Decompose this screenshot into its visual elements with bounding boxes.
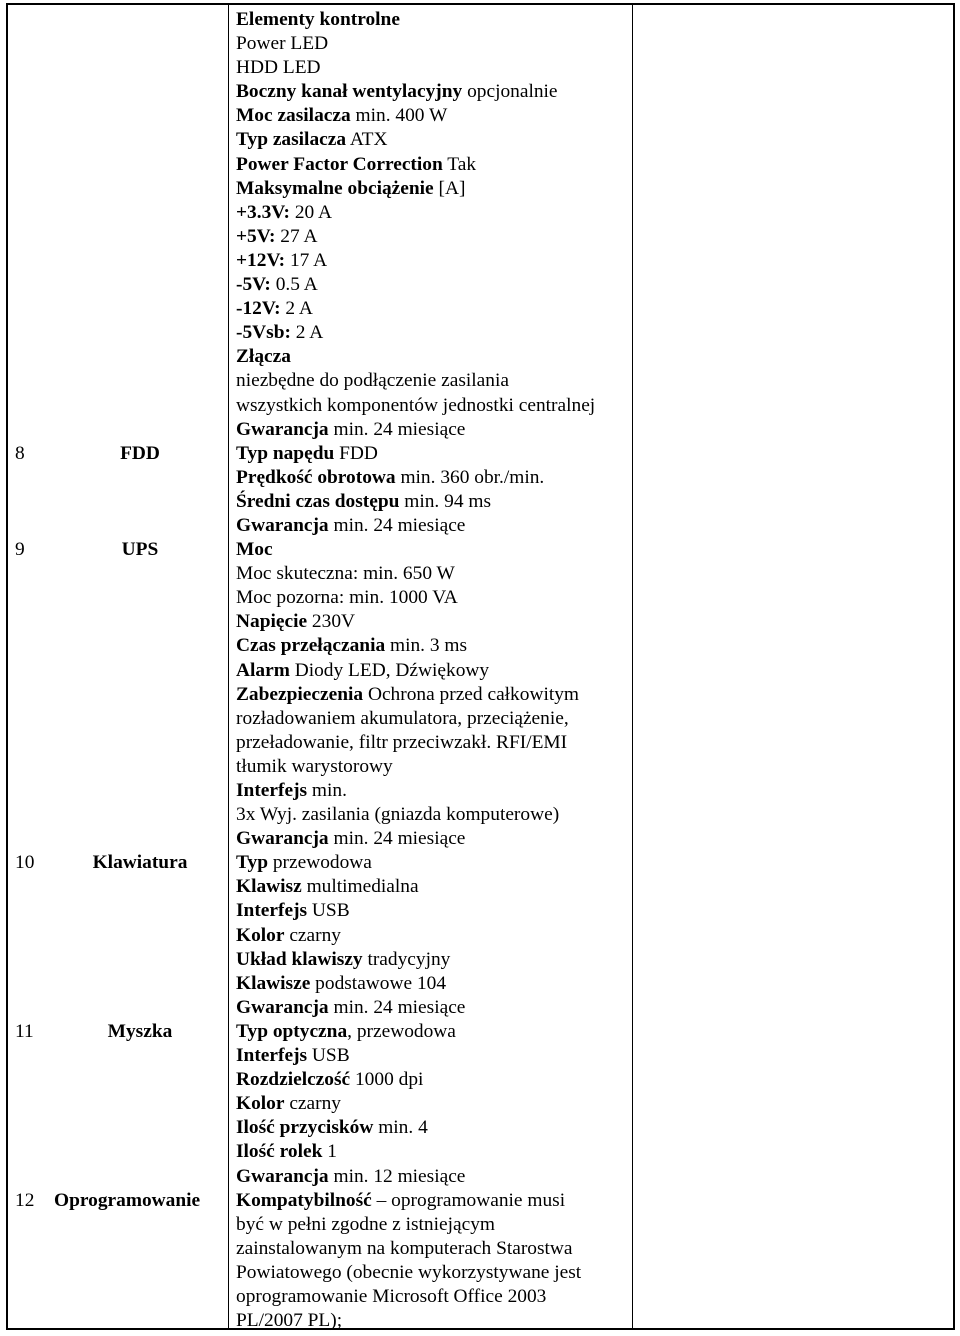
spec-line	[8, 128, 632, 152]
spec-label: Ilość rolek	[236, 1141, 323, 1163]
spec-value: czarny	[284, 1093, 341, 1115]
spec-label: Interfejs	[236, 780, 308, 801]
spec-value: min. 400 W	[350, 105, 448, 127]
row-number: 11	[15, 1020, 34, 1042]
spec-line	[8, 153, 632, 177]
spec-description	[236, 731, 567, 755]
spec-label: Złącza	[236, 346, 291, 368]
spec-label: Rozdzielczość	[236, 1069, 351, 1091]
spec-value: min. 24 miesiące	[328, 996, 466, 1018]
spec-value: 20 A	[289, 201, 332, 223]
spec-value: przewodowa	[267, 852, 372, 874]
spec-description	[236, 514, 465, 538]
spec-description	[236, 1309, 342, 1333]
spec-description	[236, 1044, 350, 1068]
spec-line	[8, 1309, 632, 1333]
spec-line	[8, 32, 632, 56]
spec-label: Moc zasilacza	[236, 105, 351, 127]
spec-line	[8, 514, 632, 538]
spec-value: 3x Wyj. zasilania (gniazda komputerowe)	[236, 804, 560, 826]
spec-line	[8, 1044, 632, 1068]
spec-description	[236, 466, 544, 490]
spec-value: wszystkich komponentów jednostki centralnej	[236, 394, 596, 416]
spec-value: oprogramowanie Microsoft Office 2003	[236, 1285, 547, 1307]
spec-line	[8, 201, 632, 225]
component-name: FDD	[120, 442, 160, 464]
spec-label: Interfejs	[236, 900, 308, 922]
spec-description	[236, 538, 273, 562]
spec-value: min. 24 miesiące	[328, 828, 466, 850]
spec-label: Układ klawiszy	[236, 948, 363, 970]
spec-description	[236, 1261, 581, 1285]
spec-line	[8, 394, 632, 418]
spec-line	[8, 899, 632, 923]
spec-line	[8, 875, 632, 899]
spec-value: , przewodowa	[347, 1020, 456, 1042]
spec-value: min. 24 miesiące	[328, 418, 466, 440]
spec-description	[236, 1165, 465, 1189]
spec-description	[236, 851, 372, 875]
spec-line	[8, 297, 632, 321]
spec-label: Power Factor Correction	[236, 153, 443, 175]
spec-label: Kolor	[236, 924, 285, 946]
spec-description	[236, 104, 447, 128]
row-number: 12	[15, 1189, 35, 1211]
spec-value: Moc skuteczna: min. 650 W	[236, 563, 455, 585]
spec-value: HDD LED	[236, 57, 321, 79]
spec-value: być w pełni zgodne z istniejącym	[236, 1213, 495, 1235]
spec-label: Kolor	[236, 1093, 285, 1115]
spec-content	[8, 8, 632, 1333]
spec-description	[236, 8, 400, 32]
spec-value: przeładowanie, filtr przeciwzakł. RFI/EMI	[236, 731, 568, 753]
spec-description	[236, 1068, 423, 1092]
spec-label: Gwarancja	[236, 996, 329, 1018]
spec-line	[8, 1213, 632, 1237]
spec-label: Prędkość obrotowa	[236, 466, 396, 488]
spec-line	[8, 249, 632, 273]
spec-line	[8, 755, 632, 779]
spec-line	[8, 56, 632, 80]
spec-line	[8, 321, 632, 345]
column-divider-empty	[632, 5, 633, 1328]
spec-description	[236, 490, 491, 514]
row-number: 10	[15, 852, 35, 874]
spec-line	[8, 996, 632, 1020]
spec-line	[8, 827, 632, 851]
spec-value: ATX	[346, 129, 388, 151]
spec-value: 17 A	[285, 249, 328, 271]
spec-description	[236, 201, 332, 225]
spec-description	[236, 177, 465, 201]
spec-label: Elementy kontrolne	[236, 9, 400, 30]
spec-description	[236, 80, 558, 104]
spec-table	[6, 3, 955, 1330]
spec-description	[236, 418, 465, 442]
spec-label: -12V:	[236, 298, 281, 320]
spec-line	[8, 948, 632, 972]
spec-description	[236, 659, 489, 683]
spec-line	[8, 8, 632, 32]
spec-line	[8, 273, 632, 297]
spec-value: min.	[307, 780, 347, 801]
spec-line	[8, 345, 632, 369]
spec-label: Boczny kanał wentylacyjny	[236, 81, 463, 103]
spec-line	[8, 1116, 632, 1140]
spec-label: Zabezpieczenia	[236, 683, 364, 705]
spec-description	[236, 683, 579, 707]
spec-description	[236, 827, 465, 851]
spec-value: niezbędne do podłączenie zasilania	[236, 370, 509, 392]
spec-description	[236, 394, 595, 418]
spec-description	[236, 875, 419, 899]
spec-value: 1000 dpi	[350, 1069, 424, 1091]
spec-label: Kompatybilność	[236, 1189, 372, 1211]
spec-value: tłumik warystorowy	[236, 755, 393, 777]
spec-line	[8, 466, 632, 490]
spec-label: Napięcie	[236, 611, 308, 633]
spec-value: min. 94 ms	[399, 490, 491, 512]
spec-line	[8, 369, 632, 393]
spec-line	[8, 1020, 632, 1044]
spec-label: Średni czas dostępu	[236, 490, 400, 512]
spec-line	[8, 490, 632, 514]
spec-value: USB	[307, 1045, 350, 1067]
spec-value: Power LED	[236, 33, 329, 55]
spec-description	[236, 562, 455, 586]
spec-label: Klawisz	[236, 876, 302, 898]
spec-value: Tak	[442, 153, 477, 175]
spec-line	[8, 1261, 632, 1285]
spec-line	[8, 924, 632, 948]
spec-line	[8, 1285, 632, 1309]
spec-label: Gwarancja	[236, 1165, 329, 1187]
spec-value: zainstalowanym na komputerach Starostwa	[236, 1237, 573, 1259]
spec-value: min. 24 miesiące	[328, 514, 466, 536]
spec-value: podstawowe 104	[310, 972, 447, 994]
component-name: Oprogramowanie	[54, 1189, 201, 1211]
spec-value: tradycyjny	[362, 948, 451, 970]
spec-value: FDD	[334, 442, 378, 464]
spec-value: USB	[307, 900, 350, 922]
spec-description	[236, 1020, 456, 1044]
spec-line	[8, 683, 632, 707]
spec-value: min. 3 ms	[385, 635, 468, 657]
spec-label: Interfejs	[236, 1045, 308, 1067]
spec-line	[8, 104, 632, 128]
spec-label: Gwarancja	[236, 418, 329, 440]
spec-line	[8, 562, 632, 586]
spec-description	[236, 899, 350, 923]
spec-description	[236, 1116, 428, 1140]
spec-line	[8, 972, 632, 996]
spec-description	[236, 1237, 573, 1261]
spec-description	[236, 442, 378, 466]
spec-label: Ilość przycisków	[236, 1117, 374, 1139]
spec-line	[8, 1165, 632, 1189]
spec-value: 0.5 A	[270, 274, 318, 296]
spec-description	[236, 948, 450, 972]
spec-line	[8, 731, 632, 755]
spec-description	[236, 1213, 495, 1237]
spec-line	[8, 659, 632, 683]
spec-line	[8, 225, 632, 249]
spec-value: 27 A	[275, 225, 318, 247]
spec-line	[8, 442, 632, 466]
spec-description	[236, 153, 476, 177]
spec-description	[236, 779, 347, 803]
spec-line	[8, 1140, 632, 1164]
spec-value: 230V	[307, 611, 356, 633]
spec-value: Moc pozorna: min. 1000 VA	[236, 587, 458, 609]
spec-line	[8, 177, 632, 201]
spec-description	[236, 128, 388, 152]
spec-value: min. 12 miesiące	[328, 1165, 466, 1187]
spec-label: Typ napędu	[236, 442, 335, 464]
spec-line	[8, 779, 632, 803]
spec-description	[236, 610, 355, 634]
spec-label: Gwarancja	[236, 828, 329, 850]
component-name: Myszka	[107, 1020, 173, 1042]
spec-line	[8, 1189, 632, 1213]
spec-value: – oprogramowanie musi	[371, 1189, 566, 1211]
spec-description	[236, 707, 569, 731]
spec-label: -5Vsb:	[236, 322, 291, 344]
spec-line	[8, 418, 632, 442]
spec-label: Moc	[236, 539, 273, 561]
spec-label: Maksymalne obciążenie	[236, 177, 434, 199]
spec-description	[236, 1140, 337, 1164]
spec-value: Powiatowego (obecnie wykorzystywane jest	[236, 1261, 582, 1283]
spec-description	[236, 273, 318, 297]
spec-value: rozładowaniem akumulatora, przeciążenie,	[236, 707, 569, 729]
spec-line	[8, 707, 632, 731]
spec-description	[236, 32, 328, 56]
spec-description	[236, 803, 559, 827]
spec-line	[8, 803, 632, 827]
spec-description	[236, 225, 317, 249]
spec-value: Ochrona przed całkowitym	[363, 683, 580, 705]
spec-description	[236, 1285, 546, 1309]
spec-label: +3.3V:	[236, 201, 290, 223]
spec-description	[236, 1092, 341, 1116]
spec-value: 1	[322, 1141, 337, 1163]
spec-line	[8, 1068, 632, 1092]
spec-label: Typ zasilacza	[236, 129, 347, 151]
spec-label: Gwarancja	[236, 514, 329, 536]
spec-label: Typ	[236, 852, 268, 874]
spec-label: +12V:	[236, 249, 286, 271]
spec-label: Czas przełączania	[236, 635, 386, 657]
spec-line	[8, 610, 632, 634]
component-name: Klawiatura	[92, 852, 188, 874]
spec-label: Alarm	[236, 659, 290, 681]
spec-value: Diody LED, Dźwiękowy	[289, 659, 490, 681]
spec-value: 2 A	[280, 298, 313, 320]
spec-value: min. 4	[373, 1117, 428, 1139]
spec-description	[236, 321, 323, 345]
spec-line	[8, 1092, 632, 1116]
row-number: 9	[15, 539, 25, 561]
spec-line	[8, 634, 632, 658]
spec-label: Klawisze	[236, 972, 311, 994]
spec-description	[236, 56, 321, 80]
spec-value: opcjonalnie	[462, 81, 558, 103]
spec-description	[236, 924, 341, 948]
spec-value: czarny	[284, 924, 341, 946]
spec-label: +5V:	[236, 225, 276, 247]
spec-label: Typ optyczna	[236, 1020, 348, 1042]
spec-description	[236, 345, 291, 369]
spec-description	[236, 1189, 565, 1213]
spec-description	[236, 297, 313, 321]
spec-description	[236, 369, 509, 393]
spec-description	[236, 996, 465, 1020]
spec-description	[236, 249, 327, 273]
spec-line	[8, 851, 632, 875]
spec-value: min. 360 obr./min.	[395, 466, 545, 488]
spec-value: PL/2007 PL);	[236, 1310, 343, 1332]
spec-description	[236, 634, 467, 658]
spec-line	[8, 80, 632, 104]
spec-label: -5V:	[236, 274, 271, 296]
spec-line	[8, 1237, 632, 1261]
spec-description	[236, 972, 446, 996]
spec-line	[8, 586, 632, 610]
row-number: 8	[15, 442, 25, 464]
spec-value: [A]	[433, 177, 466, 199]
spec-line	[8, 538, 632, 562]
component-name: UPS	[121, 539, 159, 561]
spec-value: 2 A	[290, 322, 324, 344]
spec-value: multimedialna	[301, 876, 419, 898]
spec-description	[236, 755, 393, 779]
spec-description	[236, 586, 458, 610]
